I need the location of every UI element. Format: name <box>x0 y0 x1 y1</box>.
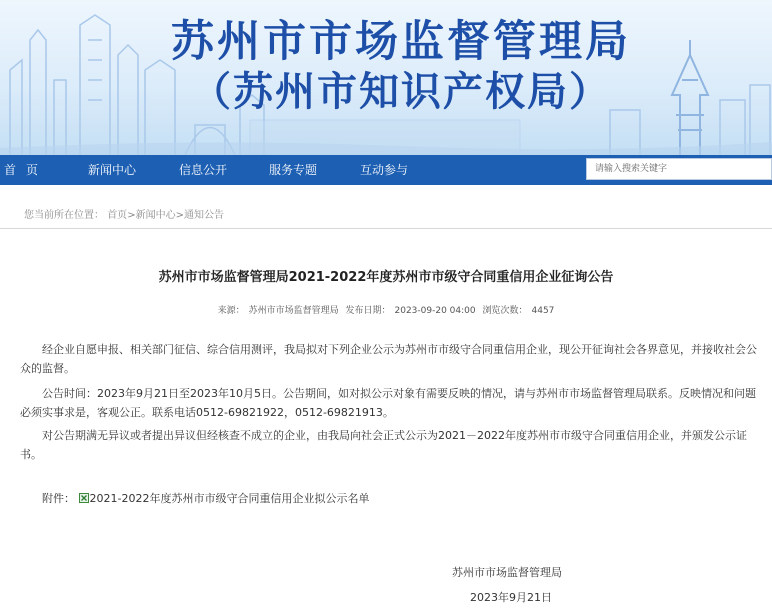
breadcrumb-separator: > <box>127 210 136 221</box>
breadcrumb-prefix: 您当前所在位置： <box>24 210 104 221</box>
signature-organization: 苏州市市场监督管理局 <box>452 566 562 579</box>
nav-item-interaction[interactable]: 互动参与 <box>360 163 409 177</box>
signature-date: 2023年9月21日 <box>470 591 552 604</box>
source-value: 苏州市市场监督管理局 <box>248 306 339 316</box>
date-label: 发布日期： <box>345 306 391 316</box>
banner-title-sub: （苏州市知识产权局） <box>191 69 611 115</box>
banner-title-main: 苏州市市场监督管理局 <box>171 17 631 67</box>
nav-item-service-topics[interactable]: 服务专题 <box>269 163 318 177</box>
breadcrumb-notices[interactable]: 通知公告 <box>183 210 224 221</box>
source-label: 来源： <box>217 306 245 316</box>
article-paragraph: 公告时间：2023年9月21日至2023年10月5日。公告期间，如对拟公示对象有需要反映的情况，请与苏州市市场监督管理局联系。反映情况和问题必须实事求是，客观公正。联系电话0512-69821922，0512-69821913。 <box>20 387 756 419</box>
views-label: 浏览次数： <box>482 306 528 316</box>
attachment-row <box>42 490 369 506</box>
article-paragraph: 经企业自愿申报、相关部门征信、综合信用测评，我局拟对下列企业公示为苏州市市级守合同重信用企业，现公开征询社会各界意见，并接收社会公众的监督。 <box>20 343 757 375</box>
article-paragraph: 对公告期满无异议或者提出异议但经核查不成立的企业，由我局向社会正式公示为2021－2022年度苏州市市级守合同重信用企业，并颁发公示证书。 <box>20 429 747 461</box>
breadcrumb <box>0 204 772 229</box>
nav-item-info-disclosure[interactable]: 信息公开 <box>179 163 228 177</box>
article-title: 苏州市市场监督管理局2021-2022年度苏州市市级守合同重信用企业征询公告 <box>158 270 614 285</box>
breadcrumb-separator: > <box>175 210 184 221</box>
search-input[interactable]: 请输入搜索关键字 <box>586 158 772 180</box>
breadcrumb-home[interactable]: 首页 <box>107 210 128 221</box>
nav-item-home[interactable]: 首页 <box>4 163 49 177</box>
attachment-label: 附件： <box>42 492 75 505</box>
attachment-link[interactable]: 2021-2022年度苏州市市级守合同重信用企业拟公示名单 <box>89 492 370 505</box>
views-value: 4457 <box>531 306 555 316</box>
date-value: 2023-09-20 04:00 <box>394 306 476 316</box>
excel-file-icon <box>79 493 89 503</box>
breadcrumb-news-center[interactable]: 新闻中心 <box>135 210 176 221</box>
nav-item-news-center[interactable]: 新闻中心 <box>88 163 137 177</box>
main-navigation <box>0 155 772 185</box>
site-banner <box>0 0 772 155</box>
article-meta <box>0 303 772 316</box>
